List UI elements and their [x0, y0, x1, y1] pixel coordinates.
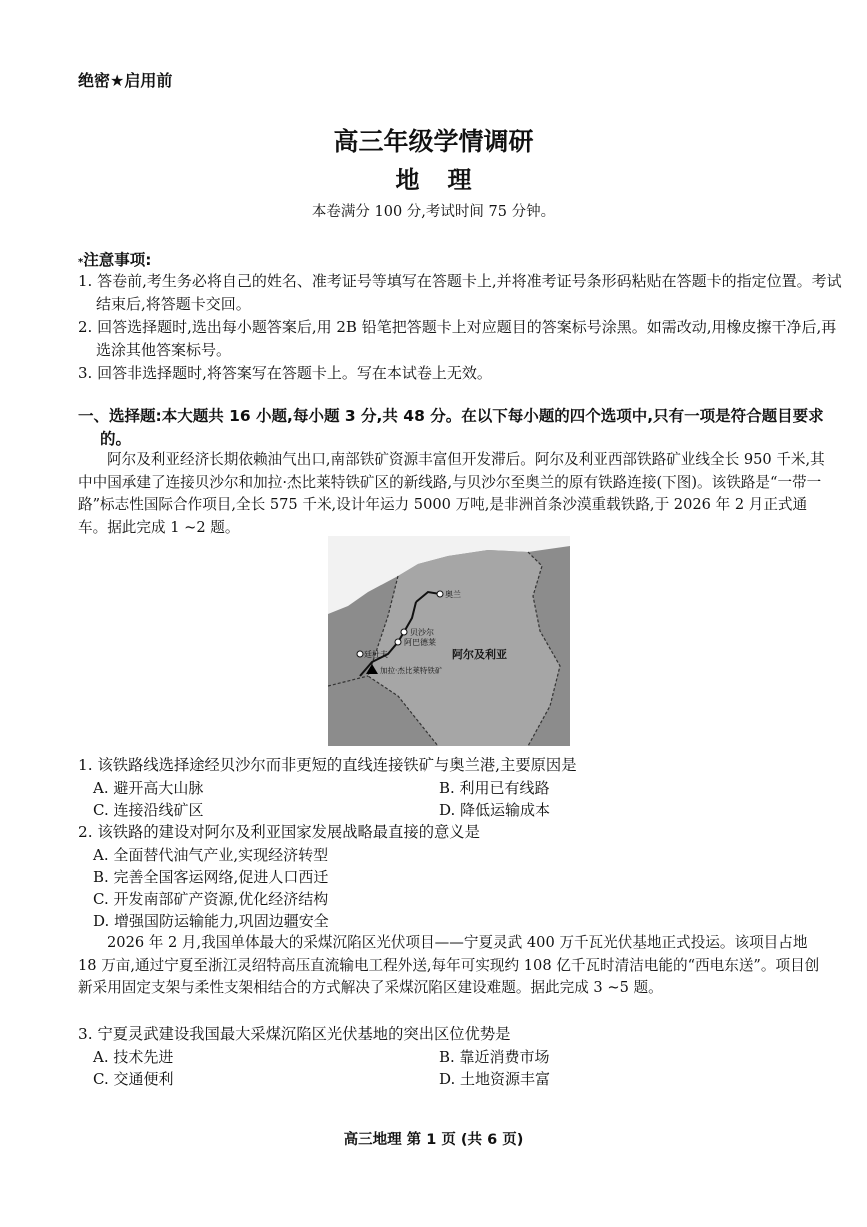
- question-2: 2. 该铁路的建设对阿尔及利亚国家发展战略最直接的意义是: [78, 823, 480, 841]
- q2-option-a[interactable]: A. 全面替代油气产业,实现经济转型: [93, 846, 329, 864]
- q3-option-c[interactable]: C. 交通便利: [93, 1070, 174, 1088]
- notice-title: [78, 248, 151, 270]
- notice-item-2: 2. 回答选择题时,选出每小题答案后,用 2B 铅笔把答题卡上对应题目的答案标号涂黑。如需改动,用橡皮擦干净后,再选涂其他答案标号。: [78, 318, 837, 359]
- q1-option-b[interactable]: B. 利用已有线路: [439, 779, 550, 797]
- map-label-tindouf: 廷杜夫: [364, 650, 388, 659]
- map-label-oran: 奥兰: [445, 590, 461, 599]
- notice-title-text: 注意事项:: [83, 251, 152, 269]
- exam-info: 本卷满分 100 分,考试时间 75 分钟。: [311, 204, 556, 220]
- q2-option-c[interactable]: C. 开发南部矿产资源,优化经济结构: [93, 890, 329, 908]
- q2-option-d[interactable]: D. 增强国防运输能力,巩固边疆安全: [93, 912, 329, 930]
- map-label-mine: 加拉·杰比莱特铁矿: [380, 666, 443, 675]
- q1-option-c[interactable]: C. 连接沿线矿区: [93, 801, 204, 819]
- q1-option-d[interactable]: D. 降低运输成本: [439, 801, 551, 819]
- question-1: 1. 该铁路线选择途经贝沙尔而非更短的直线连接铁矿与奥兰港,主要原因是: [78, 756, 577, 774]
- algeria-railway-map: [328, 536, 570, 746]
- map-image: [328, 536, 570, 746]
- map-label-country: 阿尔及利亚: [452, 648, 507, 661]
- star-mark-icon: *: [78, 257, 84, 268]
- q3-option-d[interactable]: D. 土地资源丰富: [439, 1070, 551, 1088]
- q1-option-a[interactable]: A. 避开高大山脉: [93, 779, 204, 797]
- material-paragraph-1: 阿尔及利亚经济长期依赖油气出口,南部铁矿资源丰富但开发滞后。阿尔及利亚西部铁路矿业线全长 950 千米,其中中国承建了连接贝沙尔和加拉·杰比莱特铁矿区的新线路,与贝沙尔至奥兰的原有铁路连接(下图)。该铁路是“一带一路”标志性国际合作项目,全长 575 千米,设计年运力 5000 万吨,是非洲首条沙漠重载铁路,于 2026 年 2 月正式通车。据此完成 1 ~2 题。: [78, 451, 825, 537]
- map-label-abadla: 阿巴德莱: [404, 638, 436, 647]
- notice-item-3: 3. 回答非选择题时,将答案写在答题卡上。写在本试卷上无效。: [78, 364, 492, 382]
- exam-title: 高三年级学情调研: [333, 127, 534, 156]
- material-paragraph-2: 2026 年 2 月,我国单体最大的采煤沉陷区光伏项目——宁夏灵武 400 万千瓦光伏基地正式投运。该项目占地 18 万亩,通过宁夏至浙江灵绍特高压直流输电工程外送,每年可实现约 108 亿千瓦时清洁电能的“西电东送”。项目创新采用固定支架与柔性支架相结合的方式解决了采煤沉陷区建设难题。据此完成 3 ~5 题。: [78, 934, 820, 997]
- q3-option-b[interactable]: B. 靠近消费市场: [439, 1048, 550, 1066]
- question-3: 3. 宁夏灵武建设我国最大采煤沉陷区光伏基地的突出区位优势是: [78, 1025, 511, 1043]
- notice-item-1: 1. 答卷前,考生务必将自己的姓名、准考证号等填写在答题卡上,并将准考证号条形码粘贴在答题卡的指定位置。考试结束后,将答题卡交回。: [78, 272, 842, 313]
- page-footer: 高三地理 第 1 页 (共 6 页): [343, 1132, 524, 1148]
- section-heading: 一、选择题:本大题共 16 小题,每小题 3 分,共 48 分。在以下每小题的四个选项中,只有一项是符合题目要求的。: [78, 407, 824, 448]
- subject-title: 地理: [395, 166, 500, 194]
- q2-option-b[interactable]: B. 完善全国客运网络,促进人口西迁: [93, 868, 329, 886]
- map-label-bechar: 贝沙尔: [410, 628, 434, 637]
- confidential-label: 绝密★启用前: [78, 71, 173, 90]
- q3-option-a[interactable]: A. 技术先进: [93, 1048, 174, 1066]
